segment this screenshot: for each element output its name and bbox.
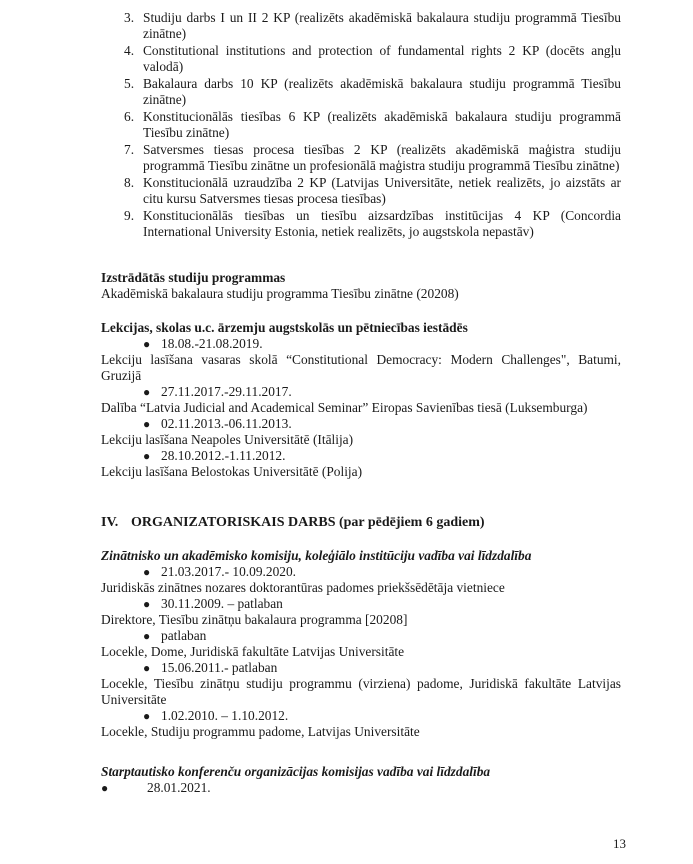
list-number: 4. [124,43,135,58]
developed-programs-text: Akadēmiskā bakalaura studiju programma Tiesību zinātne (20208) [101,286,459,301]
date-item: ● patlaban [143,628,207,643]
bullet-icon: ● [143,597,151,611]
date-item: ● 15.06.2011.- patlaban [143,660,278,675]
developed-programs-heading: Izstrādātās studiju programmas [101,270,286,285]
date-item: ● 30.11.2009. – patlaban [143,596,283,611]
list-text: Konstitucionālā uzraudzība 2 KP (Latvijas Universitāte, netiek realizēts, jo aizstāts ar citu kursu Satversmes tiesas procesa tiesības) [143,175,621,206]
list-text: Konstitucionālās tiesības un tiesību aizsardzības institūcijas 4 KP (Concordia International University Estonia, netiek realizēts, jo augstskola nepastāv) [143,208,621,239]
committee-text: Direktore, Tiesību zinātņu bakalaura programma [20208] [101,612,408,627]
list-item [124,76,621,108]
conferences [101,764,621,796]
list-item [124,10,621,42]
conferences-heading: Starptautisko konferenču organizācijas komisijas vadība vai līdzdalība [101,764,491,779]
list-number: 9. [124,208,135,223]
list-text: Constitutional institutions and protection of fundamental rights 2 KP (docēts angļu valodā) [143,43,621,74]
list-text: Konstitucionālās tiesības 6 KP (realizēts akadēmiskā bakalaura studiju programmā Tiesību zinātne) [143,109,621,140]
date-item: ● 18.08.-21.08.2019. [143,336,263,351]
bullet-icon: ● [143,661,151,675]
date-item: ● 28.01.2021. [101,780,211,795]
bullet-icon: ● [143,565,151,579]
date-item: ● 27.11.2017.-29.11.2017. [143,384,292,399]
list-number: 7. [124,142,135,157]
list-item [124,109,621,141]
lecture-text: Dalība “Latvia Judicial and Academical Seminar” Eiropas Savienības tiesā (Luksemburga) [101,400,588,415]
page-number: 13 [613,836,626,851]
developed-programs [101,270,621,302]
list-item [124,43,621,75]
list-number: 8. [124,175,135,190]
date-item: ● 28.10.2012.-1.11.2012. [143,448,286,463]
date-item: ● 21.03.2017.- 10.09.2020. [143,564,297,579]
bullet-icon: ● [101,781,109,795]
section-title [101,515,485,531]
committees [101,548,621,740]
list-text: Satversmes tiesas procesa tiesības 2 KP (realizēts akadēmiskā maģistra studiju programmā Tiesību zinātne un profesionālā maģistra studiju programmā Tiesību zinātne) [143,142,621,173]
bullet-icon: ● [143,385,151,399]
bullet-icon: ● [143,337,151,351]
list-item [124,142,621,174]
date-item: ● 02.11.2013.-06.11.2013. [143,416,292,431]
bullet-icon: ● [143,417,151,431]
list-number: 5. [124,76,135,91]
list-number: 3. [124,10,135,25]
date-item: ● 1.02.2010. – 1.10.2012. [143,708,289,723]
lecture-text: Lekciju lasīšana Belostokas Universitātē (Polija) [101,464,363,479]
committees-heading: Zinātnisko un akadēmisko komisiju, koleģiālo institūciju vadība vai līdzdalība [101,548,532,563]
committee-text: Locekle, Studiju programmu padome, Latvijas Universitāte [101,724,420,739]
committee-text: Juridiskās zinātnes nozares doktorantūras padomes priekšsēdētāja vietniece [101,580,505,595]
committee-text: Locekle, Tiesību zinātņu studiju programmu (virziena) padome, Juridiskā fakultāte Latvijas Universitāte [101,676,621,707]
foreign-lectures [101,320,621,480]
lecture-text: Lekciju lasīšana vasaras skolā “Constitutional Democracy: Modern Challenges", Batumi, Gruzijā [101,352,621,383]
bullet-icon: ● [143,449,151,463]
section-heading: ORGANIZATORISKAIS DARBS (par pēdējiem 6 gadiem) [131,515,485,530]
section-number: IV. [101,515,119,530]
list-number: 6. [124,109,135,124]
list-text: Bakalaura darbs 10 KP (realizēts akadēmiskā bakalaura studiju programmā Tiesību zinātne) [143,76,621,107]
list-text: Studiju darbs I un II 2 KP (realizēts akadēmiskā bakalaura studiju programmā Tiesību zinātne) [143,10,621,41]
foreign-lectures-heading: Lekcijas, skolas u.c. ārzemju augstskolās un pētniecības iestādēs [101,320,468,335]
lecture-text: Lekciju lasīšana Neapoles Universitātē (Itālija) [101,432,354,447]
committee-text: Locekle, Dome, Juridiskā fakultāte Latvijas Universitāte [101,644,405,659]
list-item [124,208,621,240]
list-item [124,175,621,207]
bullet-icon: ● [143,629,151,643]
course-list [124,10,621,241]
bullet-icon: ● [143,709,151,723]
